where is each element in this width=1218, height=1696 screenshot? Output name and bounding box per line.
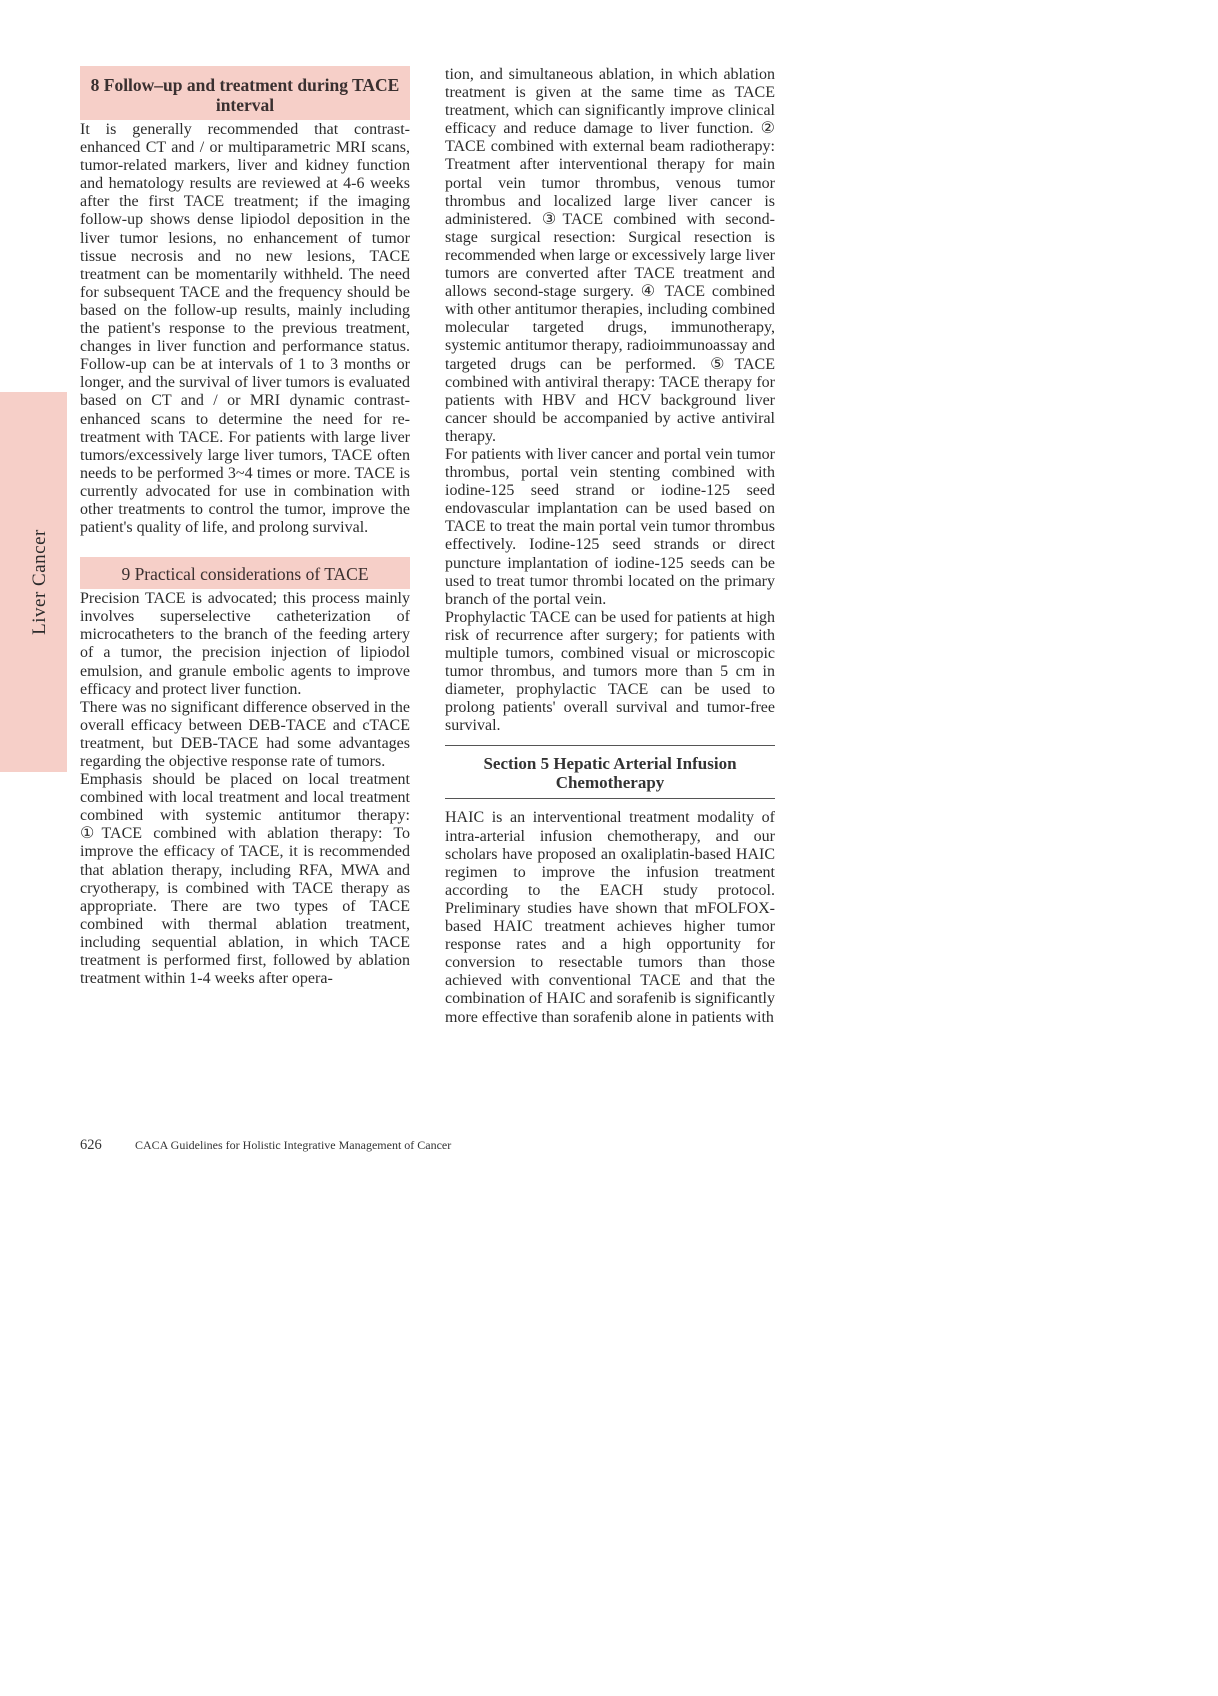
paragraph-precision-tace: Precision TACE is advocated; this process mainly involves superselective catheterization of microcatheters to the branch of the feeding artery of a tumor, the precision injection of lipiodol emulsion, and granule embolic agents to improve efficacy and protect liver function. <box>80 590 410 698</box>
footer-title: CACA Guidelines for Holistic Integrative Management of Cancer <box>135 1138 452 1152</box>
left-column <box>80 66 410 988</box>
right-column <box>445 66 775 1027</box>
side-tab-label: Liver Cancer <box>29 529 50 635</box>
paragraph-ablation-continued: tion, and simultaneous ablation, in which ablation treatment is given at the same time as TACE treatment, which can significantly improve clinical efficacy and reduce damage to liver function. ② TACE combined with external beam radiotherapy: Treatment after interventional therapy for main portal vein tumor thrombus, venous tumor thrombus and localized large liver cancer is administered. ③TACE combined with second-stage surgical resection: Surgical resection is recommended when large or excessively large liver tumors are converted after TACE treatment and allows second-stage surgery. ④ TACE combined with other antitumor therapies, including combined molecular targeted drugs, immunotherapy, systemic antitumor therapy, radioimmunoassay and targeted drugs can be performed. ⑤TACE combined with antiviral therapy: TACE therapy for patients with HBV and HCV background liver cancer should be accompanied by active antiviral therapy. <box>445 66 775 445</box>
paragraph-combined-treatment: Emphasis should be placed on local treatment combined with local treatment and local treatment combined with systemic antitumor therapy: ①TACE combined with ablation therapy: To improve the efficacy of TACE, it is recommended that ablation therapy, including RFA, MWA and cryotherapy, is combined with TACE therapy as appropriate. There are two types of TACE combined with thermal ablation treatment, including sequential ablation, in which TACE treatment is performed first, followed by ablation treatment within 1-4 weeks after opera- <box>80 771 410 988</box>
section-5-heading: Section 5 Hepatic Arterial Infusion Chemotherapy <box>445 745 775 799</box>
paragraph-portal-vein: For patients with liver cancer and portal vein tumor thrombus, portal vein stenting combined with iodine-125 seed strand or iodine-125 seed endovascular implantation can be used based on TACE to treat the main portal vein tumor thrombus effectively. Iodine-125 seed strands or direct puncture implantation of iodine-125 seeds can be used to treat tumor thrombi located on the primary branch of the portal vein. <box>445 445 775 608</box>
heading-9-practical-considerations: 9 Practical considerations of TACE <box>80 557 410 589</box>
paragraph-prophylactic: Prophylactic TACE can be used for patients at high risk of recurrence after surgery; for patients with multiple tumors, combined visual or microscopic tumor thrombus, and tumors more than 5 cm in diameter, prophylactic TACE can be used to prolong patients' overall survival and tumor-free survival. <box>445 608 775 735</box>
paragraph-follow-up: It is generally recommended that contrast-enhanced CT and / or multiparametric MRI scans, tumor-related markers, liver and kidney function and hematology results are reviewed at 4-6 weeks after the first TACE treatment; if the imaging follow-up shows dense lipiodol deposition in the liver tumor lesions, no enhancement of tumor tissue necrosis and no new lesions, TACE treatment can be momentarily withheld. The need for subsequent TACE and the frequency should be based on the follow-up results, mainly including the patient's response to the previous treatment, changes in liver function and performance status. Follow-up can be at intervals of 1 to 3 months or longer, and the survival of liver tumors is evaluated based on CT and / or MRI dynamic contrast-enhanced scans to determine the need for re-treatment with TACE. For patients with large liver tumors/excessively large liver tumors, TACE often needs to be performed 3~4 times or more. TACE is currently advocated for use in combination with other treatments to control the tumor, improve the patient's quality of life, and prolong survival. <box>80 121 410 537</box>
page-footer <box>80 1137 451 1154</box>
page-number: 626 <box>80 1137 102 1153</box>
heading-8-follow-up: 8 Follow–up and treatment during TACE interval <box>80 66 410 120</box>
paragraph-haic: HAIC is an interventional treatment modality of intra-arterial infusion chemotherapy, and our scholars have proposed an oxaliplatin-based HAIC regimen to improve the infusion treatment according to the EACH study protocol. Preliminary studies have shown that mFOLFOX-based HAIC treatment achieves higher tumor response rates and a high opportunity for conversion to resectable tumors than those achieved with conventional TACE and that the combination of HAIC and sorafenib is significantly more effective than sorafenib alone in patients with <box>445 809 775 1026</box>
paragraph-deb-tace: There was no significant difference observed in the overall efficacy between DEB-TACE and cTACE treatment, but DEB-TACE had some advantages regarding the objective response rate of tumors. <box>80 698 410 770</box>
